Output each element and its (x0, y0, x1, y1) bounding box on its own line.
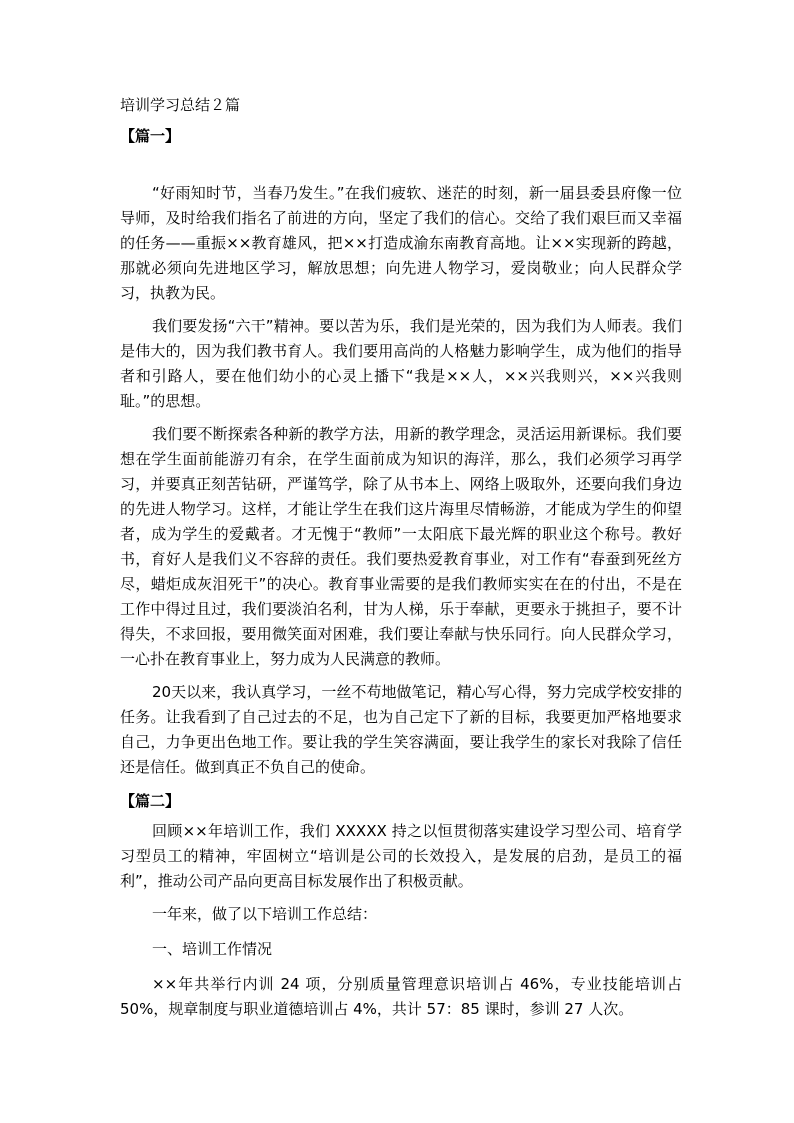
document-page (120, 93, 682, 1030)
part-two-paragraph-1: 回顾××年培训工作，我们 XXXXX 持之以恒贯彻落实建设学习型公司、培育学习型员工的精神，牢固树立“培训是公司的长效投入，是发展的启劲，是员工的福利”，推动公司产品向更高目标发展作出了积极贡献。 (120, 822, 682, 890)
document-title: 培训学习总结２篇 (120, 96, 241, 114)
spacer (120, 148, 682, 181)
part-two-section-heading: 一、培训工作情况 (152, 940, 273, 958)
part-two-paragraph-3: ××年共举行内训 24 项，分别质量管理意识培训占 46%，专业技能培训占 50%，规章制度与职业道德培训占 4%，共计 57：85 课时，参训 27 人次。 (120, 975, 682, 1018)
part-one-paragraph-1: “好雨知时节，当春乃发生。”在我们疲软、迷茫的时刻，新一届县委县府像一位导师，及时给我们指名了前进的方向，坚定了我们的信心。交给了我们艰巨而又幸福的任务——重振××教育雄风，把××打造成渝东南教育高地。让××实现新的跨越，那就必须向先进地区学习，解放思想；向先进人物学习，爱岗敬业；向人民群众学习，执教为民。 (120, 184, 682, 302)
part-one-paragraph-3: 我们要不断探索各种新的教学方法，用新的教学理念，灵活运用新课标。我们要想在学生面前能游刃有余，在学生面前成为知识的海洋，那么，我们必须学习再学习，并要真正刻苦钻研，严谨笃学，除了从书本上、网络上吸取外，还要向我们身边的先进人物学习。这样，才能让学生在我们这片海里尽情畅游，才能成为学生的仰望者，成为学生的爱戴者。才无愧于“教师”一太阳底下最光辉的职业这个称号。教好书，育好人是我们义不容辞的责任。我们要热爱教育事业，对工作有“春蚕到死丝方尽，蜡炬成灰泪死干”的决心。教育事业需要的是我们教师实实在在的付出，不是在工作中得过且过，我们要淡泊名利，甘为人梯，乐于奉献，更要永于挑担子，要不计得失，不求回报，要用微笑面对困难，我们要让奉献与快乐同行。向人民群众学习，一心扑在教育事业上，努力成为人民满意的教师。 (120, 425, 682, 668)
part-one-heading: 【篇一】 (120, 127, 181, 145)
part-two-heading: 【篇二】 (120, 792, 181, 810)
part-one-paragraph-2: 我们要发扬“六干”精神。要以苦为乐，我们是光荣的，因为我们为人师表。我们是伟大的，因为我们教书育人。我们要用高尚的人格魅力影响学生，成为他们的指导者和引路人，要在他们幼小的心灵上播下“我是××人，××兴我则兴，××兴我则耻。”的思想。 (120, 317, 682, 410)
part-one-paragraph-4: 20天以来，我认真学习，一丝不苟地做笔记，精心写心得，努力完成学校安排的任务。让我看到了自己过去的不足，也为自己定下了新的目标，我要更加严格地要求自己，力争更出色地工作。要让我的学生笑容满面，要让我学生的家长对我除了信任还是信任。做到真正不负自己的使命。 (120, 683, 682, 776)
part-two-paragraph-2: 一年来，做了以下培训工作总结： (152, 905, 378, 923)
